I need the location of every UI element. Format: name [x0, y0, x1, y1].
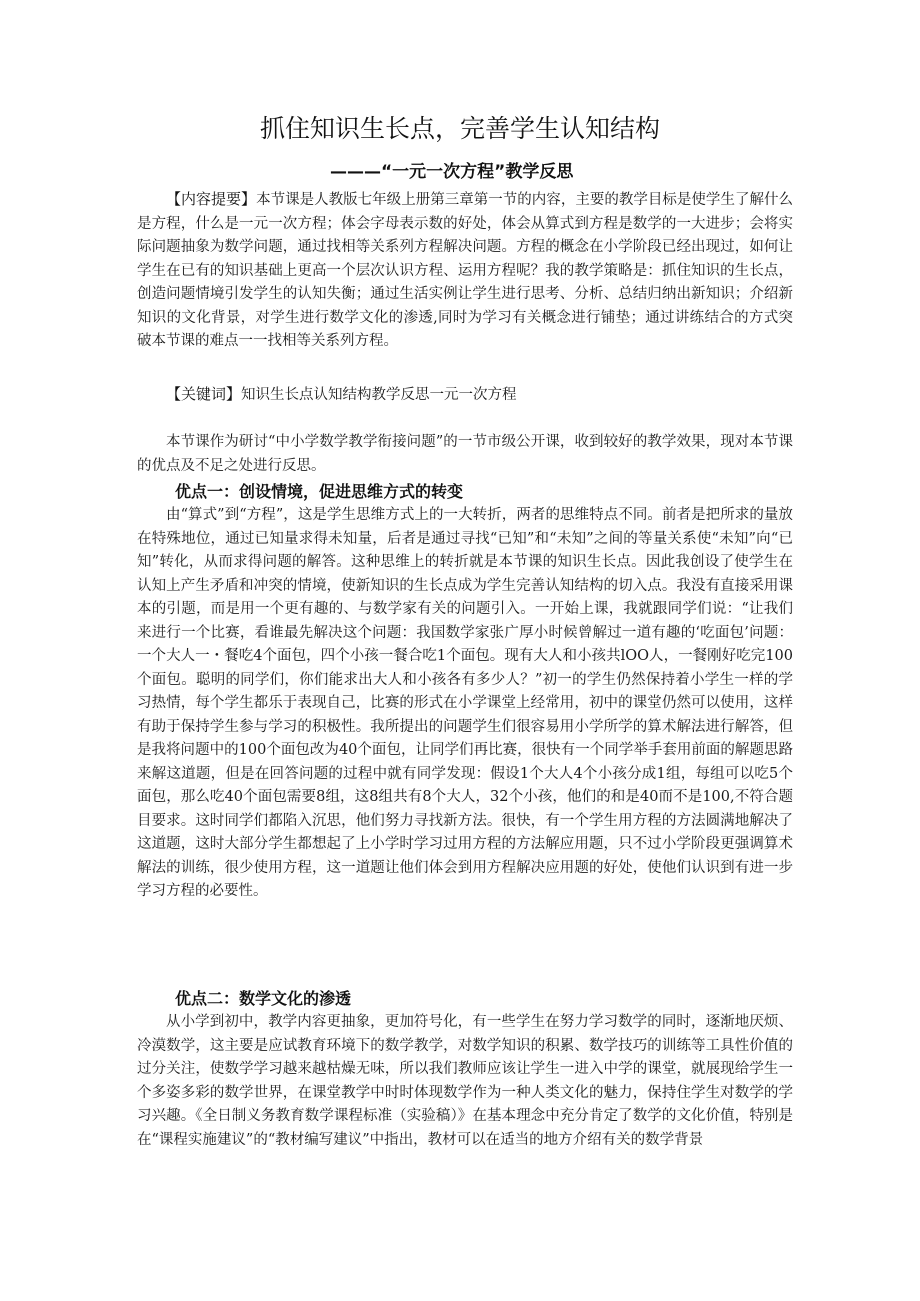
section2-heading: 优点二：数学文化的渗透	[175, 989, 352, 1008]
abstract-label: 【内容提要】	[166, 190, 257, 208]
section1-paragraph: 由“算式”到“方程”，这是学生思维方式上的一大转折，两者的思维特点不同。前者是把所求的量放在特殊地位，通过已知量求得未知量，后者是通过寻找“已知”和“未知”之间的等量关系使“未知”向“已知”转化，从而求得问题的解答。这种思维上的转折就是本节课的知识生长点。因此我创设了使学生在认知上产生矛盾和冲突的情境，使新知识的生长点成为学生完善认知结构的切入点。我没有直接采用课本的引题，而是用一个更有趣的、与数学家有关的问题引入。一开始上课，我就跟同学们说：“让我们来进行一个比赛，看谁最先解决这个问题：我国数学家张广厚小时候曾解过一道有趣的‘吃面包’问题：一个大人一・餐吃4个面包，四个小孩一餐合吃1个面包。现有大人和小孩共lOO人，一餐刚好吃完100个面包。聪明的同学们，你们能求出大人和小孩各有多少人？”初一的学生仍然保持着小学生一样的学习热情，每个学生都乐于表现自己，比赛的形式在小学课堂上经常用，初中的课堂仍然可以使用，这样有助于保持学生参与学习的积极性。我所提出的问题学生们很容易用小学所学的算术解法进行解答，但是我将问题中的100个面包改为40个面包，让同学们再比赛，很快有一个同学举手套用前面的解题思路来解这道题，但是在回答问题的过程中就有同学发现：假设1个大人4个小孩分成1组，每组可以吃5个面包，那么吃40个面包需要8组，这8组共有8个大人，32个小孩，他们的和是40而不是100,不符合题目要求。这时同学们都陷入沉思，他们努力寻找新方法。很快，有一个学生用方程的方法圆满地解决了这道题，这时大部分学生都想起了上小学时学习过用方程的方法解应用题，只不过小学阶段更强调算术解法的训练，很少使用方程，这一道题让他们体会到用方程解决应用题的好处，使他们认识到有进一步学习方程的必要性。	[137, 507, 793, 899]
keywords-paragraph	[137, 383, 793, 408]
section2-paragraph: 从小学到初中，教学内容更抽象，更加符号化，有一些学生在努力学习数学的同时，逐渐地厌烦、冷漠数学，这主要是应试教育环境下的数学教学，对数学知识的积累、数学技巧的训练等工具性价值的过分关注，使数学学习越来越枯燥无味，所以我们教师应该让学生一进入中学的课堂，就展现给学生一个多姿多彩的数学世界，在课堂教学中时时体现数学作为一种人类文化的魅力，保持住学生对数学的学习兴趣。《全日制义务教育数学课程标准（实验稿）》在基本理念中充分肯定了数学的文化价值，特别是在“课程实施建议”的“教材编写建议”中指出，教材可以在适当的地方介绍有关的数学背景	[137, 1014, 793, 1148]
section1-heading: 优点一：创设情境，促进思维方式的转变	[175, 482, 464, 501]
abstract-paragraph	[137, 188, 793, 354]
document-title: 抓住知识生长点，完善学生认知结构	[259, 114, 660, 143]
keywords-text: 知识生长点认知结构教学反思一元一次方程	[241, 387, 517, 403]
keywords-label: 【关键词】	[166, 385, 242, 403]
intro-paragraph: 本节课作为研讨“中小学数学教学衔接问题”的一节市级公开课，收到较好的教学效果，现对本节课的优点及不足之处进行反思。	[137, 434, 793, 474]
document-subtitle: ———“一元一次方程”教学反思	[330, 162, 574, 182]
abstract-text: 本节课是人教版七年级上册第三章第一节的内容，主要的教学目标是使学生了解什么是方程，什么是一元一次方程；体会字母表示数的好处，体会从算式到方程是数学的一大进步；会将实际问题抽象为数学问题，通过找相等关系列方程解决问题。方程的概念在小学阶段已经出现过，如何让学生在已有的知识基础上更高一个层次认识方程、运用方程呢？我的教学策略是：抓住知识的生长点，创造问题情境引发学生的认知失衡；通过生活实例让学生进行思考、分析、总结归纳出新知识；介绍新知识的文化背景，对学生进行数学文化的渗透,同时为学习有关概念进行铺垫；通过讲练结合的方式突破本节课的难点一一找相等关系列方程。	[137, 192, 793, 349]
